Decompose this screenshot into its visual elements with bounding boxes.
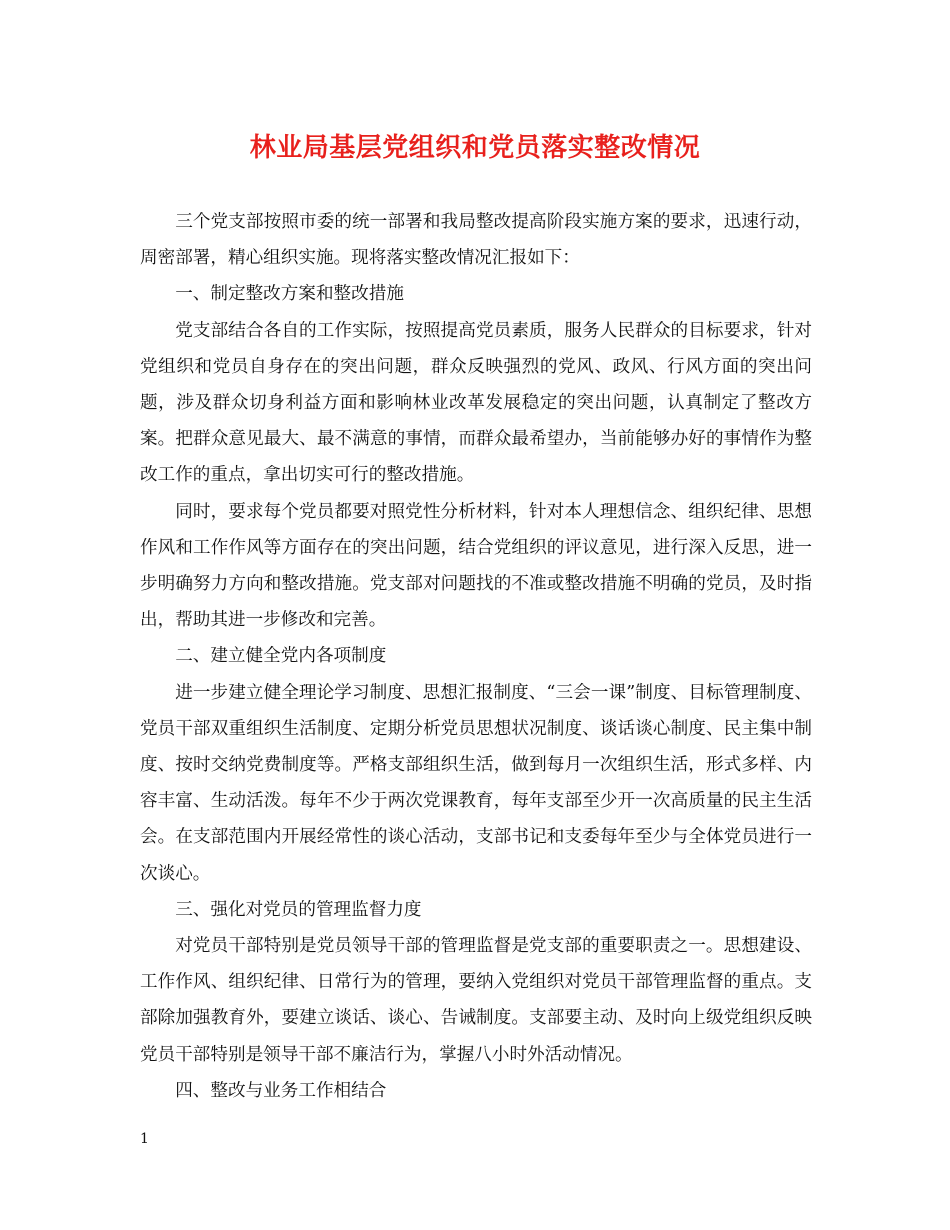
section-heading-2: 二、建立健全党内各项制度 [175, 646, 387, 667]
paragraph: 党支部结合各自的工作实际，按照提高党员素质，服务人民群众的目标要求，针对党组织和党员自身存在的突出问题，群众反映强烈的党风、政风、行风方面的突出问题，涉及群众切身利益方面和影响林业改革发展稳定的突出问题，认真制定了整改方案。把群众意见最大、最不满意的事情，而群众最希望办，当前能够办好的事情作为整改工作的重点，拿出切实可行的整改措施。 [140, 320, 812, 486]
paragraph: 进一步建立健全理论学习制度、思想汇报制度、“三会一课”制度、目标管理制度、党员干部双重组织生活制度、定期分析党员思想状况制度、谈话谈心制度、民主集中制度、按时交纳党费制度等。严格支部组织生活，做到每月一次组织生活，形式多样、内容丰富、生动活泼。每年不少于两次党课教育，每年支部至少开一次高质量的民主生活会。在支部范围内开展经常性的谈心活动，支部书记和支委每年至少与全体党员进行一次谈心。 [140, 682, 812, 884]
section-heading-1: 一、制定整改方案和整改措施 [175, 284, 404, 305]
document-title: 林业局基层党组织和党员落实整改情况 [249, 133, 701, 163]
document-body [140, 204, 812, 1109]
section-heading-3: 三、强化对党员的管理监督力度 [175, 899, 422, 920]
paragraph: 对党员干部特别是党员领导干部的管理监督是党支部的重要职责之一。思想建设、工作作风、组织纪律、日常行为的管理，要纳入党组织对党员干部管理监督的重点。支部除加强教育外，要建立谈话、谈心、告诫制度。支部要主动、及时向上级党组织反映党员干部特别是领导干部不廉洁行为，掌握八小时外活动情况。 [140, 936, 812, 1065]
page-number: 1 [140, 1131, 149, 1147]
section-heading-4: 四、整改与业务工作相结合 [175, 1080, 387, 1101]
paragraph-intro: 三个党支部按照市委的统一部署和我局整改提高阶段实施方案的要求，迅速行动，周密部署，精心组织实施。现将落实整改情况汇报如下： [140, 212, 812, 269]
paragraph: 同时，要求每个党员都要对照党性分析材料，针对本人理想信念、组织纪律、思想作风和工作作风等方面存在的突出问题，结合党组织的评议意见，进行深入反思，进一步明确努力方向和整改措施。党支部对问题找的不准或整改措施不明确的党员，及时指出，帮助其进一步修改和完善。 [140, 501, 812, 631]
